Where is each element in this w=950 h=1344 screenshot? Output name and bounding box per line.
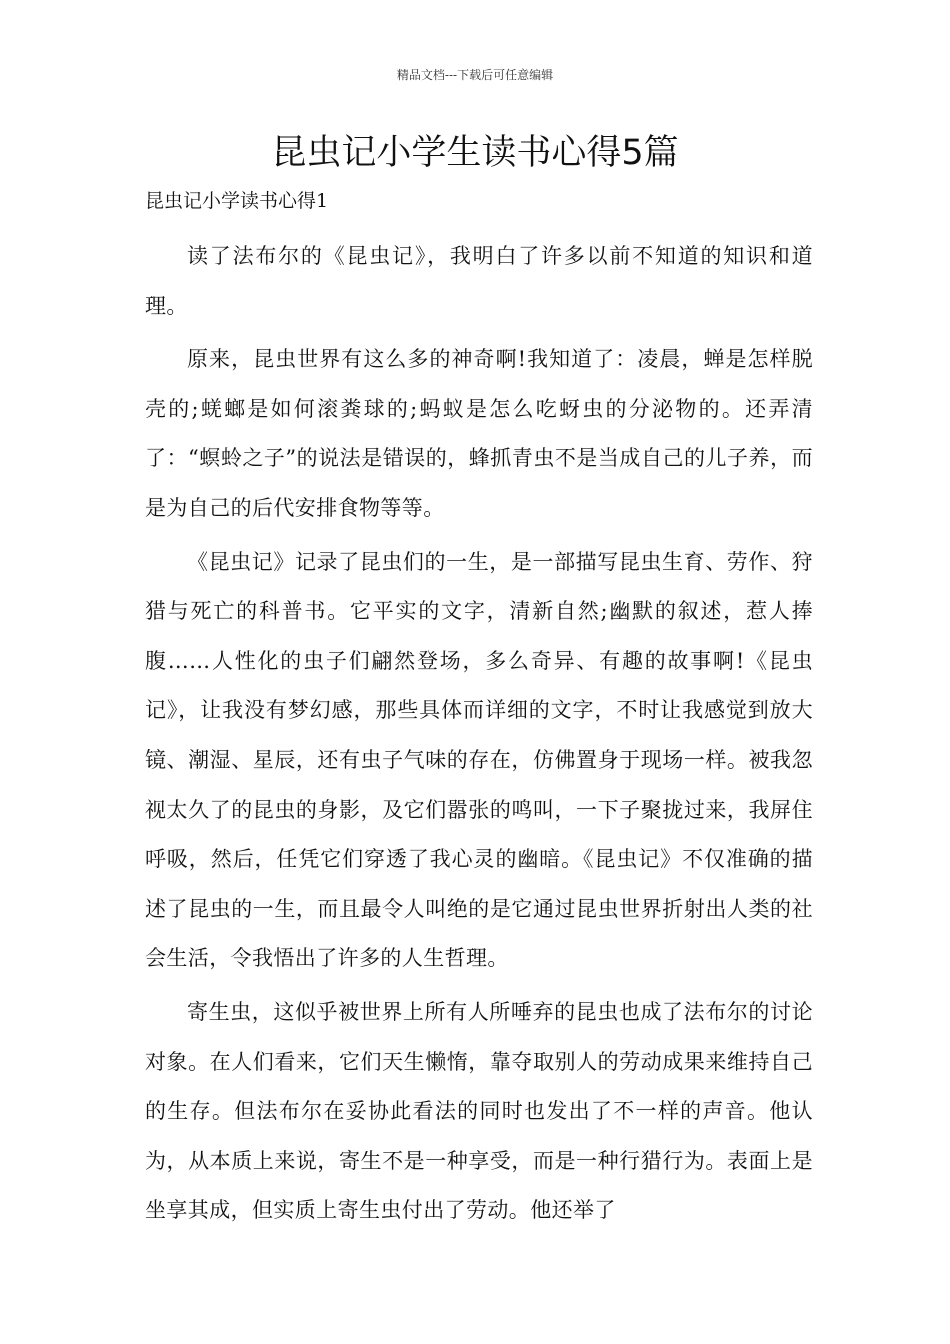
- paragraph: 寄生虫，这似乎被世界上所有人所唾弃的昆虫也成了法布尔的讨论对象。在人们看来，它们天生懒惰，靠夺取别人的劳动成果来维持自己的生存。但法布尔在妥协此看法的同时也发出了不一样的声音。他认为，从本质上来说，寄生不是一种享受，而是一种行猎行为。表面上是坐享其成，但实质上寄生虫付出了劳动。他还举了: [145, 999, 813, 1223]
- paragraph: 《昆虫记》记录了昆虫们的一生，是一部描写昆虫生育、劳作、狩猎与死亡的科普书。它平实的文字，清新自然;幽默的叙述，惹人捧腹……人性化的虫子们翩然登场，多么奇异、有趣的故事啊!《昆虫记》，让我没有梦幻感，那些具体而详细的文字，不时让我感觉到放大镜、潮湿、星辰，还有虫子气味的存在，仿佛置身于现场一样。被我忽视太久了的昆虫的身影，及它们嚣张的鸣叫，一下子聚拢过来，我屏住呼吸，然后，任凭它们穿透了我心灵的幽暗。《昆虫记》不仅准确的描述了昆虫的一生，而且最令人叫绝的是它通过昆虫世界折射出人类的社会生活，令我悟出了许多的人生哲理。: [145, 549, 813, 971]
- section-title: 昆虫记小学读书心得1: [145, 190, 329, 212]
- paragraph: 读了法布尔的《昆虫记》，我明白了许多以前不知道的知识和道理。: [145, 244, 813, 318]
- paragraph: 原来，昆虫世界有这么多的神奇啊!我知道了：凌晨，蝉是怎样脱壳的;蜣螂是如何滚粪球的;蚂蚁是怎么吃蚜虫的分泌物的。还弄清了：“螟蛉之子”的说法是错误的，蜂抓青虫不是当成自己的儿子养，而是为自己的后代安排食物等等。: [145, 347, 813, 520]
- document-body: [145, 232, 813, 1240]
- header-note: 精品文档---下载后可任意编辑: [396, 68, 554, 82]
- document-title: 昆虫记小学生读书心得5篇: [271, 133, 679, 173]
